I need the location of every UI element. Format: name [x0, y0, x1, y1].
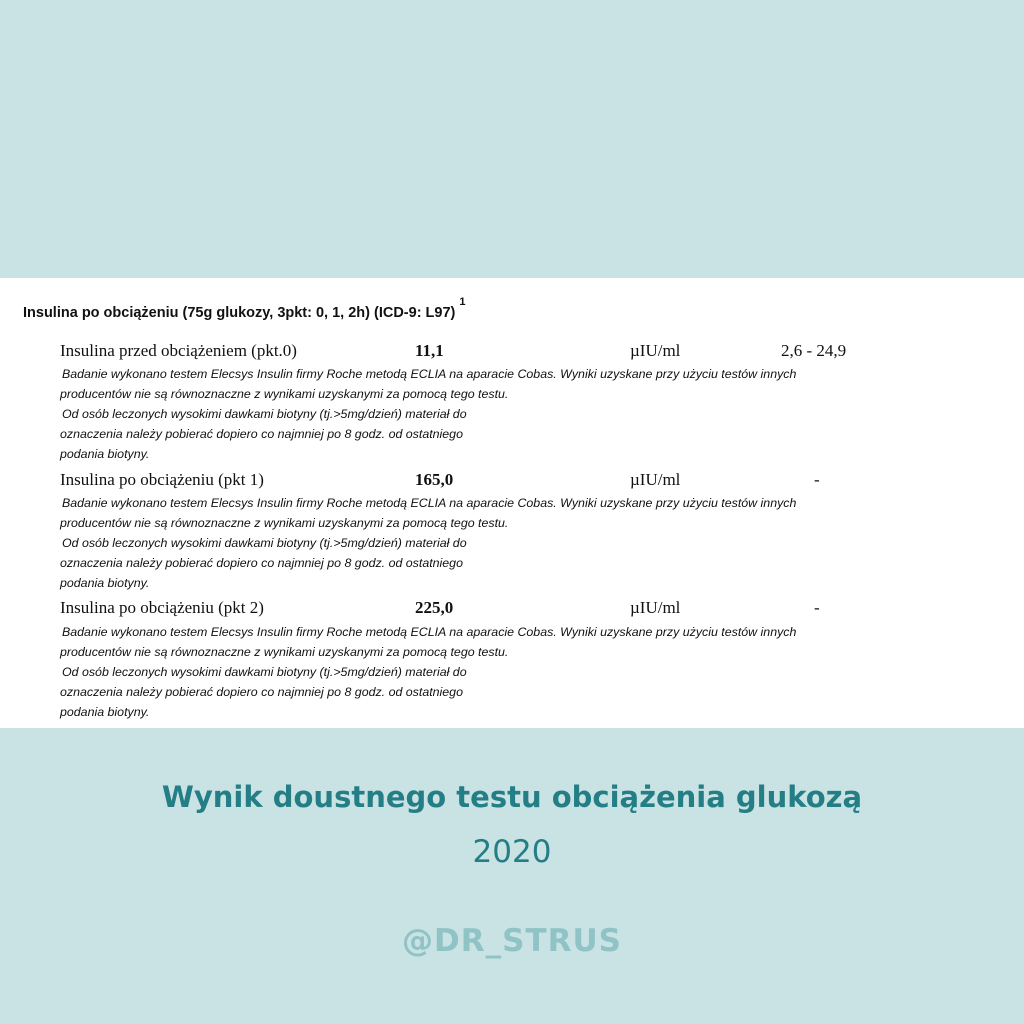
note-line: Od osób leczonych wysokimi dawkami biotyny (tj.>5mg/dzień) materiał do	[62, 536, 467, 550]
result-reference-range: -	[814, 598, 820, 617]
result-reference-range: -	[814, 470, 820, 489]
note-line: Od osób leczonych wysokimi dawkami biotyny (tj.>5mg/dzień) materiał do	[62, 407, 467, 421]
result-name: Insulina po obciążeniu (pkt 2)	[60, 598, 264, 617]
result-unit: µIU/ml	[630, 598, 681, 617]
result-name: Insulina przed obciążeniem (pkt.0)	[60, 341, 297, 360]
result-name: Insulina po obciążeniu (pkt 1)	[60, 470, 264, 489]
result-value: 11,1	[415, 341, 444, 360]
result-reference-range: 2,6 - 24,9	[781, 341, 847, 360]
caption-year: 2020	[472, 834, 552, 870]
result-note	[62, 364, 796, 464]
result-value: 225,0	[415, 598, 454, 617]
note-line: podania biotyny.	[60, 705, 150, 719]
author-handle: @DR_STRUS	[402, 923, 622, 959]
note-line: Badanie wykonano testem Elecsys Insulin firmy Roche metodą ECLIA na aparacie Cobas. Wyniki uzyskane przy użyciu testów innych	[62, 496, 797, 510]
document-title	[23, 296, 466, 321]
title-footnote-marker: 1	[459, 296, 466, 308]
result-value: 165,0	[415, 470, 454, 489]
note-line: Badanie wykonano testem Elecsys Insulin firmy Roche metodą ECLIA na aparacie Cobas. Wyniki uzyskane przy użyciu testów innych	[62, 625, 797, 639]
note-line: producentów nie są równoznaczne z wynikami uzyskanymi za pomocą tego testu.	[60, 516, 509, 530]
note-line: Od osób leczonych wysokimi dawkami biotyny (tj.>5mg/dzień) materiał do	[62, 665, 467, 679]
note-line: producentów nie są równoznaczne z wynikami uzyskanymi za pomocą tego testu.	[60, 645, 509, 659]
result-note	[62, 622, 796, 722]
note-line: oznaczenia należy pobierać dopiero co najmniej po 8 godz. od ostatniego	[60, 427, 463, 441]
note-line: producentów nie są równoznaczne z wynikami uzyskanymi za pomocą tego testu.	[60, 387, 509, 401]
note-line: podania biotyny.	[60, 447, 150, 461]
result-unit: µIU/ml	[630, 470, 681, 489]
note-line: oznaczenia należy pobierać dopiero co najmniej po 8 godz. od ostatniego	[60, 556, 463, 570]
result-unit: µIU/ml	[630, 341, 681, 360]
result-note	[62, 493, 796, 593]
note-line: podania biotyny.	[60, 576, 150, 590]
caption-title: Wynik doustnego testu obciążenia glukozą	[161, 780, 863, 814]
document-title-text: Insulina po obciążeniu (75g glukozy, 3pkt: 0, 1, 2h) (ICD-9: L97)	[23, 304, 456, 321]
note-line: Badanie wykonano testem Elecsys Insulin firmy Roche metodą ECLIA na aparacie Cobas. Wyniki uzyskane przy użyciu testów innych	[62, 367, 797, 381]
note-line: oznaczenia należy pobierać dopiero co najmniej po 8 godz. od ostatniego	[60, 685, 463, 699]
